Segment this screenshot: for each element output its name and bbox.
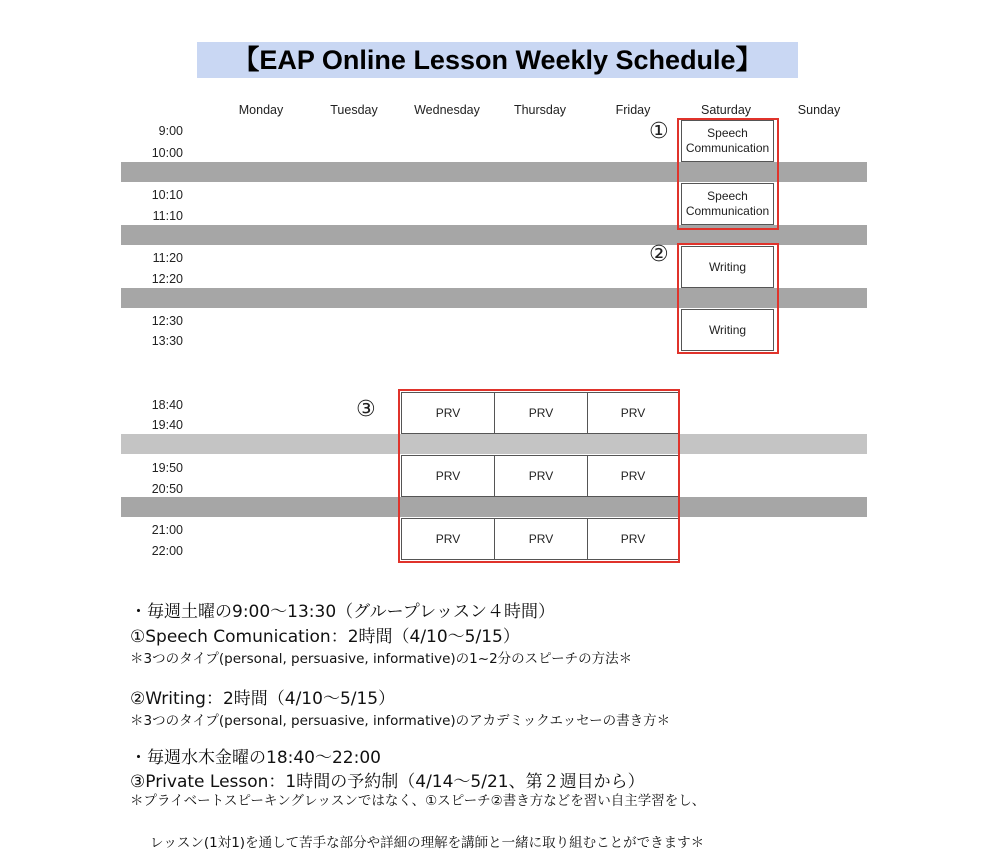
note-private-course: ③Private Lesson：1時間の予約制（4/14～5/21、第２週目から）: [130, 772, 645, 792]
lesson-cell-prv: PRV: [494, 518, 588, 560]
lesson-cell-prv: PRV: [401, 455, 495, 497]
day-header-thursday: Thursday: [513, 103, 567, 117]
highlight-box-private: [398, 389, 680, 563]
marker-3: ③: [356, 397, 376, 422]
time-label: 22:00: [151, 544, 183, 558]
note-speech-detail: ＊3つのタイプ(personal, persuasive, informative)の1~2分のスピーチの方法＊: [130, 651, 633, 667]
time-label: 12:30: [151, 314, 183, 328]
note-saturday-schedule: ・毎週土曜の9:00～13:30（グループレッスン４時間）: [130, 602, 555, 622]
marker-2: ②: [649, 242, 669, 267]
page-title: 【EAP Online Lesson Weekly Schedule】: [197, 42, 798, 78]
day-header-saturday: Saturday: [700, 103, 752, 117]
note-private-detail: ＊プライベートスピーキングレッスンではなく、①スピーチ②書き方などを習い自主学習をし、: [130, 793, 706, 809]
lesson-cell-prv: PRV: [587, 518, 679, 560]
time-label: 9:00: [158, 124, 183, 138]
lesson-cell-prv: PRV: [587, 392, 679, 434]
highlight-box-writing: [677, 243, 779, 354]
lesson-cell-writing: Writing: [681, 309, 774, 351]
time-label: 11:20: [152, 251, 183, 265]
time-label: 19:40: [151, 418, 183, 432]
lesson-cell-prv: PRV: [401, 392, 495, 434]
day-header-tuesday: Tuesday: [330, 103, 378, 117]
lesson-cell-speech: Speech Communication: [681, 120, 774, 162]
marker-1: ①: [649, 119, 669, 144]
time-label: 10:00: [151, 146, 183, 160]
lesson-cell-prv: PRV: [494, 392, 588, 434]
note-weekday-schedule: ・毎週水木金曜の18:40～22:00: [130, 748, 381, 768]
note-speech-course: ①Speech Comunication：2時間（4/10～5/15）: [130, 627, 520, 647]
lesson-cell-prv: PRV: [587, 455, 679, 497]
time-label: 19:50: [151, 461, 183, 475]
time-label: 18:40: [151, 398, 183, 412]
day-header-wednesday: Wednesday: [414, 103, 480, 117]
day-header-monday: Monday: [238, 103, 284, 117]
day-header-friday: Friday: [615, 103, 651, 117]
lesson-cell-speech: Speech Communication: [681, 183, 774, 225]
time-label: 10:10: [151, 188, 183, 202]
note-private-detail-2: レッスン(1対1)を通して苦手な部分や詳細の理解を講師と一緒に取り組むことができます＊: [150, 835, 705, 851]
day-header-sunday: Sunday: [797, 103, 841, 117]
time-label: 21:00: [151, 523, 183, 537]
time-label: 13:30: [151, 334, 183, 348]
time-label: 12:20: [151, 272, 183, 286]
note-writing-detail: ＊3つのタイプ(personal, persuasive, informative)のアカデミックエッセーの書き方＊: [130, 713, 671, 729]
time-label: 20:50: [151, 482, 183, 496]
lesson-cell-prv: PRV: [401, 518, 495, 560]
time-label: 11:10: [152, 209, 183, 223]
highlight-box-speech: [677, 118, 779, 230]
lesson-cell-writing: Writing: [681, 246, 774, 288]
lesson-cell-prv: PRV: [494, 455, 588, 497]
note-writing-course: ②Writing：2時間（4/10～5/15）: [130, 689, 396, 709]
